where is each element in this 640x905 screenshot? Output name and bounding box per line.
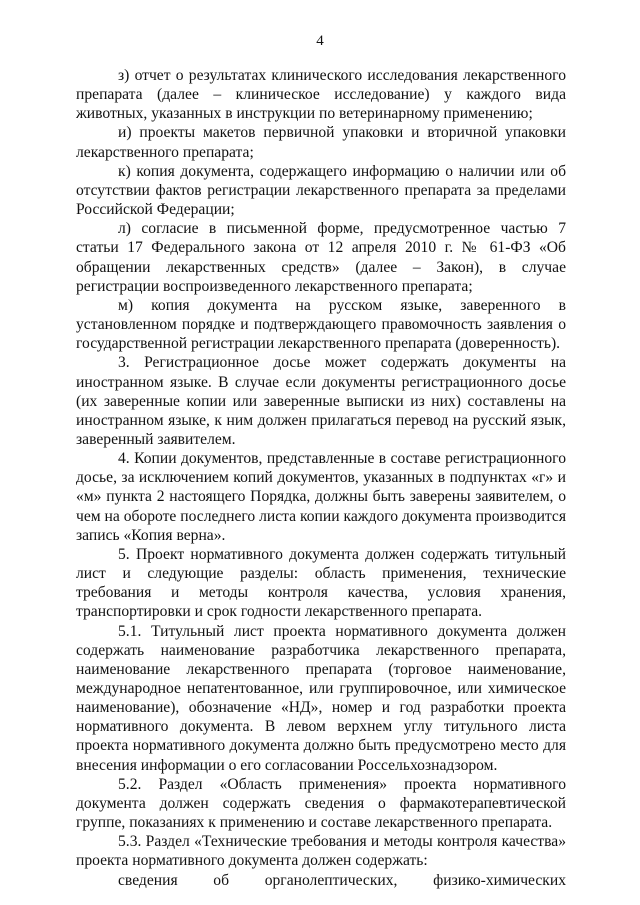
paragraph-5: 5. Проект нормативного документа должен содержать титульный лист и следующие разделы: область применения, технические требования и методы контроля качества, условия хранения, транспортировки и срок годности лекарственного препарата. [76, 545, 566, 621]
paragraph-m: м) копия документа на русском языке, заверенного в установленном порядке и подтверждающего правомочность заявления о государственной регистрации лекарственного препарата (доверенность). [76, 296, 566, 353]
paragraph-k: к) копия документа, содержащего информацию о наличии или об отсутствии фактов регистрации лекарственного препарата за пределами Российской Федерации; [76, 162, 566, 219]
paragraph-5-3: 5.3. Раздел «Технические требования и методы контроля качества» проекта нормативного документа должен содержать: [76, 833, 566, 870]
paragraph-5-1: 5.1. Титульный лист проекта нормативного документа должен содержать наименование разработчика лекарственного препарата, наименование лекарственного препарата (торговое наименование, международное непатентованное, или группировочное, или химическое наименование), обозначение «НД», номер и год разработки проекта нормативного документа. В левом верхнем углу титульного листа проекта нормативного документа должно быть предусмотрено место для внесения информации о его согласовании Россельхознадзором. [76, 622, 566, 774]
paragraph-z: з) отчет о результатах клинического исследования лекарственного препарата (далее – клиническое исследование) у каждого вида животных, указанных в инструкции по ветеринарному применению; [76, 67, 566, 123]
paragraph-5-2: 5.2. Раздел «Область применения» проекта нормативного документа должен содержать сведения о фармакотерапевтической группе, показаниях к применению и составе лекарственного препарата. [76, 775, 566, 832]
paragraph-4: 4. Копии документов, представленные в составе регистрационного досье, за исключением копий документов, указанных в подпунктах «г» и «м» пункта 2 настоящего Порядка, должны быть заверены заявителем, о чем на обороте последнего листа копии каждого документа производится запись «Копия верна». [76, 450, 567, 544]
paragraph-continued: сведения об органолептических, физико-химических [118, 871, 566, 889]
page-number: 4 [316, 33, 324, 49]
document-body [76, 66, 566, 890]
paragraph-i: и) проекты макетов первичной упаковки и вторичной упаковки лекарственного препарата; [76, 124, 566, 161]
paragraph-l: л) согласие в письменной форме, предусмотренное частью 7 статьи 17 Федерального закона от 12 апреля 2010 г. № 61-ФЗ «Об обращении лекарственных средств» (далее – Закон), в случае регистрации воспроизведенного лекарственного препарата; [76, 220, 566, 295]
paragraph-3: 3. Регистрационное досье может содержать документы на иностранном языке. В случае если документы регистрационного досье (их заверенные копии или заверенные выписки из них) составлены на иностранном языке, к ним должен прилагаться перевод на русский язык, заверенный заявителем. [76, 354, 566, 448]
